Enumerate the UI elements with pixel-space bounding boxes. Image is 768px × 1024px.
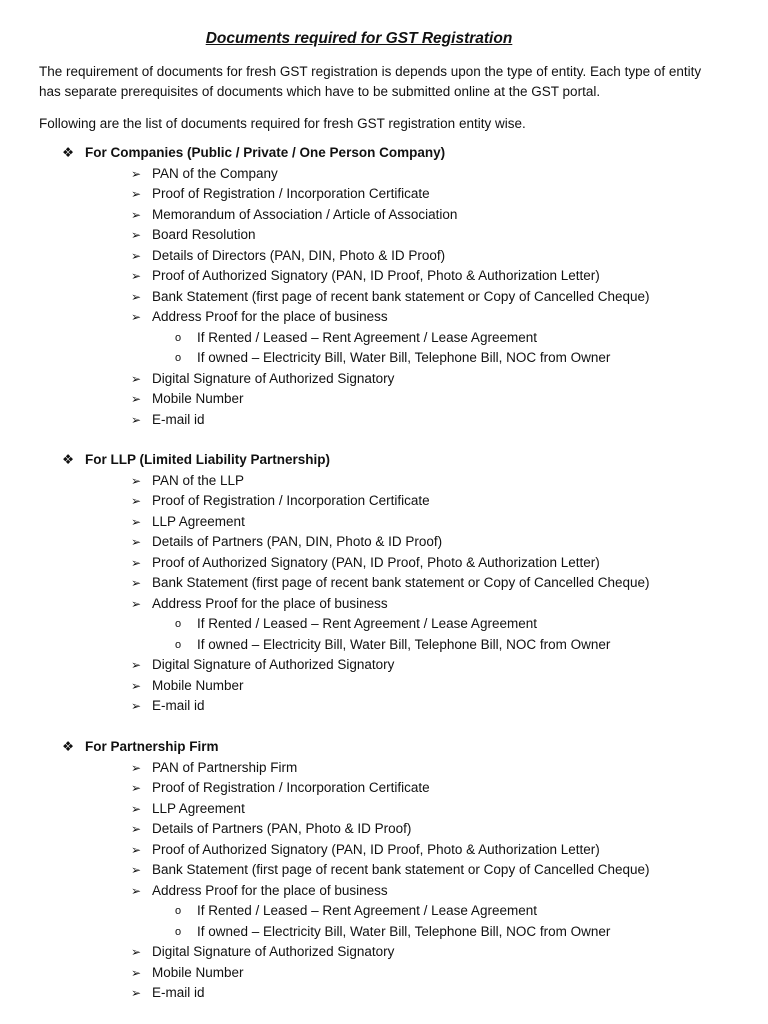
list-item	[0, 819, 768, 840]
sub-list-item-text: If owned – Electricity Bill, Water Bill, Telephone Bill, NOC from Owner	[197, 350, 611, 365]
list-item	[0, 983, 768, 1004]
arrow-bullet-icon: ➢	[131, 760, 142, 775]
list-item-text: E-mail id	[152, 985, 205, 1000]
list-item-text: PAN of Partnership Firm	[152, 759, 298, 775]
circle-bullet-icon: o	[175, 331, 182, 344]
sub-list-item-text: If owned – Electricity Bill, Water Bill, Telephone Bill, NOC from Owner	[197, 923, 611, 939]
list-item-text: Bank Statement (first page of recent bank statement or Copy of Cancelled Cheque)	[152, 288, 650, 304]
list-item-text: Mobile Number	[152, 391, 244, 406]
arrow-bullet-icon: ➢	[131, 678, 142, 693]
list-item-text: Digital Signature of Authorized Signatory	[152, 657, 395, 672]
list-item	[0, 840, 768, 861]
arrow-bullet-icon: ➢	[131, 842, 142, 857]
list-item	[0, 164, 768, 185]
list-item-text: E-mail id	[152, 698, 205, 713]
arrow-bullet-icon: ➢	[131, 576, 142, 590]
list-item-text: Proof of Registration / Incorporation Certificate	[152, 493, 430, 508]
list-item-text: Mobile Number	[152, 677, 244, 693]
arrow-bullet-icon: ➢	[131, 289, 142, 304]
arrow-bullet-icon: ➢	[131, 494, 142, 508]
list-item	[0, 696, 768, 717]
list-item-text: Details of Directors (PAN, DIN, Photo & ID Proof)	[152, 247, 446, 263]
arrow-bullet-icon: ➢	[131, 269, 142, 283]
arrow-bullet-icon: ➢	[131, 371, 142, 386]
list-item-text: Proof of Authorized Signatory (PAN, ID Proof, Photo & Authorization Letter)	[152, 841, 600, 857]
list-item-text: Digital Signature of Authorized Signatory	[152, 944, 395, 959]
section-heading-text: For Partnership Firm	[85, 739, 219, 754]
list-item-text: Digital Signature of Authorized Signatory	[152, 370, 395, 386]
section-heading	[0, 450, 768, 471]
arrow-bullet-icon: ➢	[131, 965, 142, 980]
arrow-bullet-icon: ➢	[131, 658, 142, 672]
section-heading	[0, 143, 768, 164]
arrow-bullet-icon: ➢	[131, 310, 142, 324]
arrow-bullet-icon: ➢	[131, 699, 142, 713]
arrow-bullet-icon: ➢	[131, 883, 142, 898]
list-item	[0, 184, 768, 205]
arrow-bullet-icon: ➢	[131, 248, 142, 263]
list-item-text: LLP Agreement	[152, 513, 245, 529]
list-item	[0, 225, 768, 246]
circle-bullet-icon: o	[175, 925, 182, 938]
diamond-bullet-icon: ❖	[61, 739, 75, 754]
list-item	[0, 205, 768, 226]
sub-list-item	[0, 901, 768, 922]
list-item	[0, 389, 768, 410]
arrow-bullet-icon: ➢	[131, 473, 142, 488]
arrow-bullet-icon: ➢	[131, 596, 142, 611]
list-item-text: Bank Statement (first page of recent bank statement or Copy of Cancelled Cheque)	[152, 575, 650, 590]
arrow-bullet-icon: ➢	[131, 986, 142, 1000]
list-item	[0, 860, 768, 881]
list-item	[0, 573, 768, 594]
intro-paragraph: The requirement of documents for fresh GST registration is depends upon the type of entity. Each type of entity has separate prerequisites of documents which have to be submitted online at the GST portal.	[39, 64, 702, 99]
list-item	[0, 287, 768, 308]
list-item-text: Details of Partners (PAN, Photo & ID Proof)	[152, 821, 412, 836]
arrow-bullet-icon: ➢	[131, 945, 142, 959]
section-llp	[0, 450, 768, 717]
list-item-text: Bank Statement (first page of recent bank statement or Copy of Cancelled Cheque)	[152, 862, 650, 877]
list-item-text: Board Resolution	[152, 227, 256, 242]
list-item	[0, 369, 768, 390]
list-item	[0, 676, 768, 697]
arrow-bullet-icon: ➢	[131, 207, 142, 222]
list-item-text: Address Proof for the place of business	[152, 882, 388, 898]
list-item	[0, 266, 768, 287]
arrow-bullet-icon: ➢	[131, 187, 142, 201]
list-item	[0, 758, 768, 779]
section-partnership-firm	[0, 737, 768, 1004]
list-item-text: LLP Agreement	[152, 800, 245, 816]
list-item-text: PAN of the LLP	[152, 472, 245, 488]
sub-list-item	[0, 635, 768, 656]
circle-bullet-icon: o	[175, 638, 182, 651]
list-item-text: Address Proof for the place of business	[152, 595, 388, 611]
list-item	[0, 594, 768, 615]
list-item	[0, 553, 768, 574]
sub-list-item	[0, 328, 768, 349]
circle-bullet-icon: o	[175, 352, 182, 364]
list-item-text: Address Proof for the place of business	[152, 309, 388, 324]
list-item	[0, 532, 768, 553]
list-item-text: Mobile Number	[152, 964, 244, 980]
sub-list-item-text: If Rented / Leased – Rent Agreement / Lease Agreement	[197, 616, 537, 631]
section-heading-text: For LLP (Limited Liability Partnership)	[85, 452, 331, 467]
list-item	[0, 881, 768, 902]
arrow-bullet-icon: ➢	[131, 555, 142, 570]
list-item-text: Proof of Registration / Incorporation Certificate	[152, 780, 430, 795]
diamond-bullet-icon: ❖	[61, 452, 75, 467]
sub-list-item-text: If owned – Electricity Bill, Water Bill, Telephone Bill, NOC from Owner	[197, 636, 611, 652]
list-item	[0, 410, 768, 431]
arrow-bullet-icon: ➢	[131, 822, 142, 836]
list-item	[0, 491, 768, 512]
arrow-bullet-icon: ➢	[131, 535, 142, 549]
arrow-bullet-icon: ➢	[131, 228, 142, 242]
sub-list-item	[0, 614, 768, 635]
sub-list-item	[0, 922, 768, 943]
list-item-text: Proof of Registration / Incorporation Certificate	[152, 186, 430, 201]
list-item-text: Memorandum of Association / Article of Association	[152, 206, 458, 222]
sub-list-item-text: If Rented / Leased – Rent Agreement / Lease Agreement	[197, 329, 537, 345]
list-item	[0, 963, 768, 984]
page-title: Documents required for GST Registration	[205, 30, 513, 47]
list-item	[0, 778, 768, 799]
section-heading-text: For Companies (Public / Private / One Person Company)	[85, 145, 446, 160]
arrow-bullet-icon: ➢	[131, 392, 142, 406]
list-item	[0, 942, 768, 963]
arrow-bullet-icon: ➢	[131, 863, 142, 877]
list-item-text: Proof of Authorized Signatory (PAN, ID Proof, Photo & Authorization Letter)	[152, 268, 600, 283]
list-item	[0, 799, 768, 820]
list-item	[0, 246, 768, 267]
circle-bullet-icon: o	[175, 618, 182, 630]
sub-list-item	[0, 348, 768, 369]
circle-bullet-icon: o	[175, 905, 182, 917]
list-item	[0, 471, 768, 492]
arrow-bullet-icon: ➢	[131, 412, 142, 427]
arrow-bullet-icon: ➢	[131, 781, 142, 795]
arrow-bullet-icon: ➢	[131, 801, 142, 816]
sub-list-item-text: If Rented / Leased – Rent Agreement / Lease Agreement	[197, 903, 537, 918]
arrow-bullet-icon: ➢	[131, 166, 142, 181]
list-item	[0, 307, 768, 328]
list-item	[0, 512, 768, 533]
list-item-text: PAN of the Company	[152, 165, 278, 181]
section-heading	[0, 737, 768, 758]
arrow-bullet-icon: ➢	[131, 514, 142, 529]
list-intro-paragraph: Following are the list of documents required for fresh GST registration entity wise.	[39, 116, 526, 131]
list-item-text: Proof of Authorized Signatory (PAN, ID Proof, Photo & Authorization Letter)	[152, 554, 600, 570]
section-companies	[0, 143, 768, 430]
list-item	[0, 655, 768, 676]
list-item-text: Details of Partners (PAN, DIN, Photo & ID Proof)	[152, 534, 443, 549]
list-item-text: E-mail id	[152, 411, 205, 427]
diamond-bullet-icon: ❖	[61, 145, 75, 160]
